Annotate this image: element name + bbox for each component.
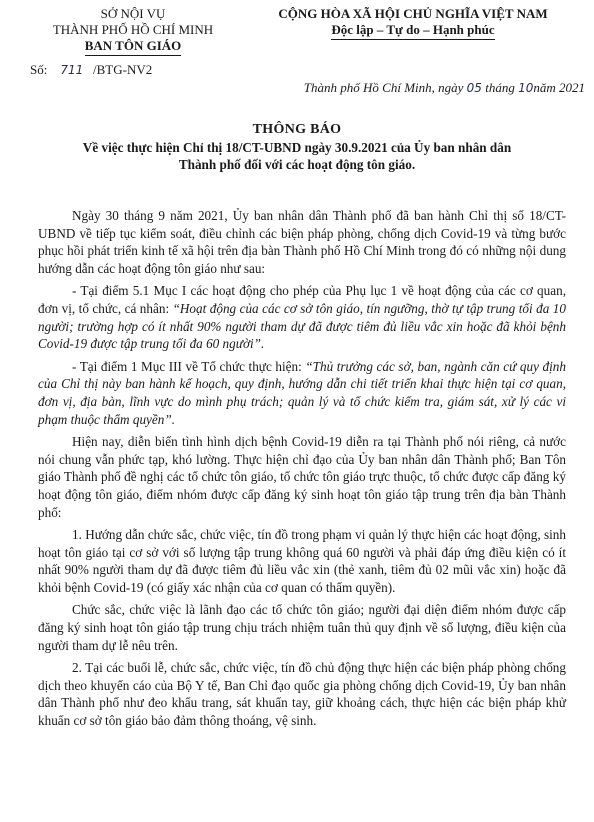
paragraph-item-2: 2. Tại các buổi lễ, chức sắc, chức việc, tín đồ chủ động thực hiện các biện pháp phòng chống dịch theo khuyến cáo của Bộ Y tế, Ban Chỉ đạo quốc gia phòng chống dịch Covid-19, Ủy ban nhân dân Thành phố như đeo khẩu trang, sát khuẩn tay, giữ khoảng cách, thực hiện các biện pháp khử khuẩn cơ sở tôn giáo bảo đảm thông thoáng, vệ sinh.	[38, 660, 566, 729]
date-year: năm 2021	[533, 80, 585, 95]
date-line	[250, 80, 585, 96]
paragraph-current-situation: Hiện nay, diễn biến tình hình dịch bệnh Covid-19 diễn ra tại Thành phố nói riêng, cả nước nói chung vẫn phức tạp, khó lường. Thực hiện chỉ đạo của Ủy ban nhân dân Thành phố; Ban Tôn giáo Thành phố đề nghị các tổ chức tôn giáo, tổ chức tôn giáo trực thuộc, tổ chức được cấp đăng ký hoạt động tôn giáo, điểm nhóm được cấp đăng ký sinh hoạt tôn giáo tập trung trên địa bàn Thành phố:	[38, 434, 566, 520]
document-body	[38, 207, 566, 733]
date-month-label: tháng	[485, 80, 515, 95]
agency-line-2: THÀNH PHỐ HỒ CHÍ MINH	[52, 22, 214, 37]
document-subtitle	[20, 139, 574, 173]
agency-line-1: SỞ NỘI VỤ	[100, 6, 166, 21]
paragraph-responsibility: Chức sắc, chức việc là lãnh đạo các tổ chức tôn giáo; người đại diện điểm nhóm được cấp đăng ký sinh hoạt tôn giáo tập trung chịu trách nhiệm tuân thủ quy định về số lượng, điều kiện của người tham dự lễ nêu trên.	[38, 602, 566, 653]
country-name: CỘNG HÒA XÃ HỘI CHỦ NGHĨA VIỆT NAM	[278, 6, 548, 21]
date-prefix: Thành phố Hồ Chí Minh, ngày	[303, 80, 464, 95]
document-number-prefix: Số:	[30, 62, 48, 77]
subtitle-line-2: Thành phố đối với các hoạt động tôn giáo.	[178, 157, 416, 172]
document-number-suffix: /BTG-NV2	[93, 62, 153, 77]
date-month: 10	[518, 81, 534, 95]
point-1-quote: “Thủ trưởng các sở, ban, ngành căn cứ quy định của Chỉ thị này ban hành kế hoạch, quy định, hướng dẫn chi tiết triển khai thực hiện tại cơ quan, đơn vị, địa bàn, lĩnh vực do mình phụ trách; quản lý và tổ chức kiểm tra, giám sát, xử lý các vi phạm thuộc thẩm quyền”.	[38, 358, 566, 427]
date-day: 05	[466, 81, 482, 95]
issuing-agency-block	[28, 6, 238, 56]
point-5-1-quote: “Hoạt động của các cơ sở tôn giáo, tín ngưỡng, thờ tự tập trung tối đa 10 người; trường hợp có ít nhất 90% người tham dự đã được tiêm đủ liều vắc xin hoặc đã khỏi bệnh Covid-19 được tập trung tối đa 60 người”.	[38, 300, 566, 352]
document-title: THÔNG BÁO	[252, 122, 342, 137]
paragraph-point-5-1	[38, 282, 566, 352]
national-header-block	[238, 6, 588, 40]
document-number-handwritten: 711	[60, 63, 84, 77]
subtitle-line-1: Về việc thực hiện Chỉ thị 18/CT-UBND ngày 30.9.2021 của Ủy ban nhân dân	[82, 140, 512, 155]
agency-line-3: BAN TÔN GIÁO	[85, 38, 182, 56]
national-slogan: Độc lập – Tự do – Hạnh phúc	[331, 22, 494, 40]
paragraph-item-1: 1. Hướng dẫn chức sắc, chức việc, tín đồ trong phạm vi quản lý thực hiện các hoạt động, sinh hoạt tôn giáo tại cơ sở với số lượng tập trung không quá 60 người và phải đáp ứng điều kiện có ít nhất 90% người tham dự đã được tiêm đủ liều vắc xin (thẻ xanh, tiêm đủ 02 mũi vắc xin) hoặc đã khỏi bệnh Covid-19 (có giấy xác nhận của cơ quan có thẩm quyền).	[38, 527, 566, 595]
point-5-1-text: - Tại điểm 5.1 Mục I các hoạt động cho phép của Phụ lục 1 về hoạt động của các cơ quan, đơn vị, tổ chức, cá nhân:	[38, 283, 566, 316]
document-number	[30, 62, 152, 78]
paragraph-intro: Ngày 30 tháng 9 năm 2021, Ủy ban nhân dân Thành phố đã ban hành Chỉ thị số 18/CT-UBND về tiếp tục kiểm soát, điều chỉnh các biện pháp phòng, chống dịch Covid-19 và từng bước phục hồi phát triển kinh tế xã hội trên địa bàn Thành phố Hồ Chí Minh trong đó có những nội dung hướng dẫn các hoạt động tôn giáo như sau:	[38, 208, 566, 276]
point-1-text: - Tại điểm 1 Mục III về Tổ chức thực hiện:	[72, 358, 306, 374]
paragraph-point-1-section-3	[38, 358, 566, 428]
